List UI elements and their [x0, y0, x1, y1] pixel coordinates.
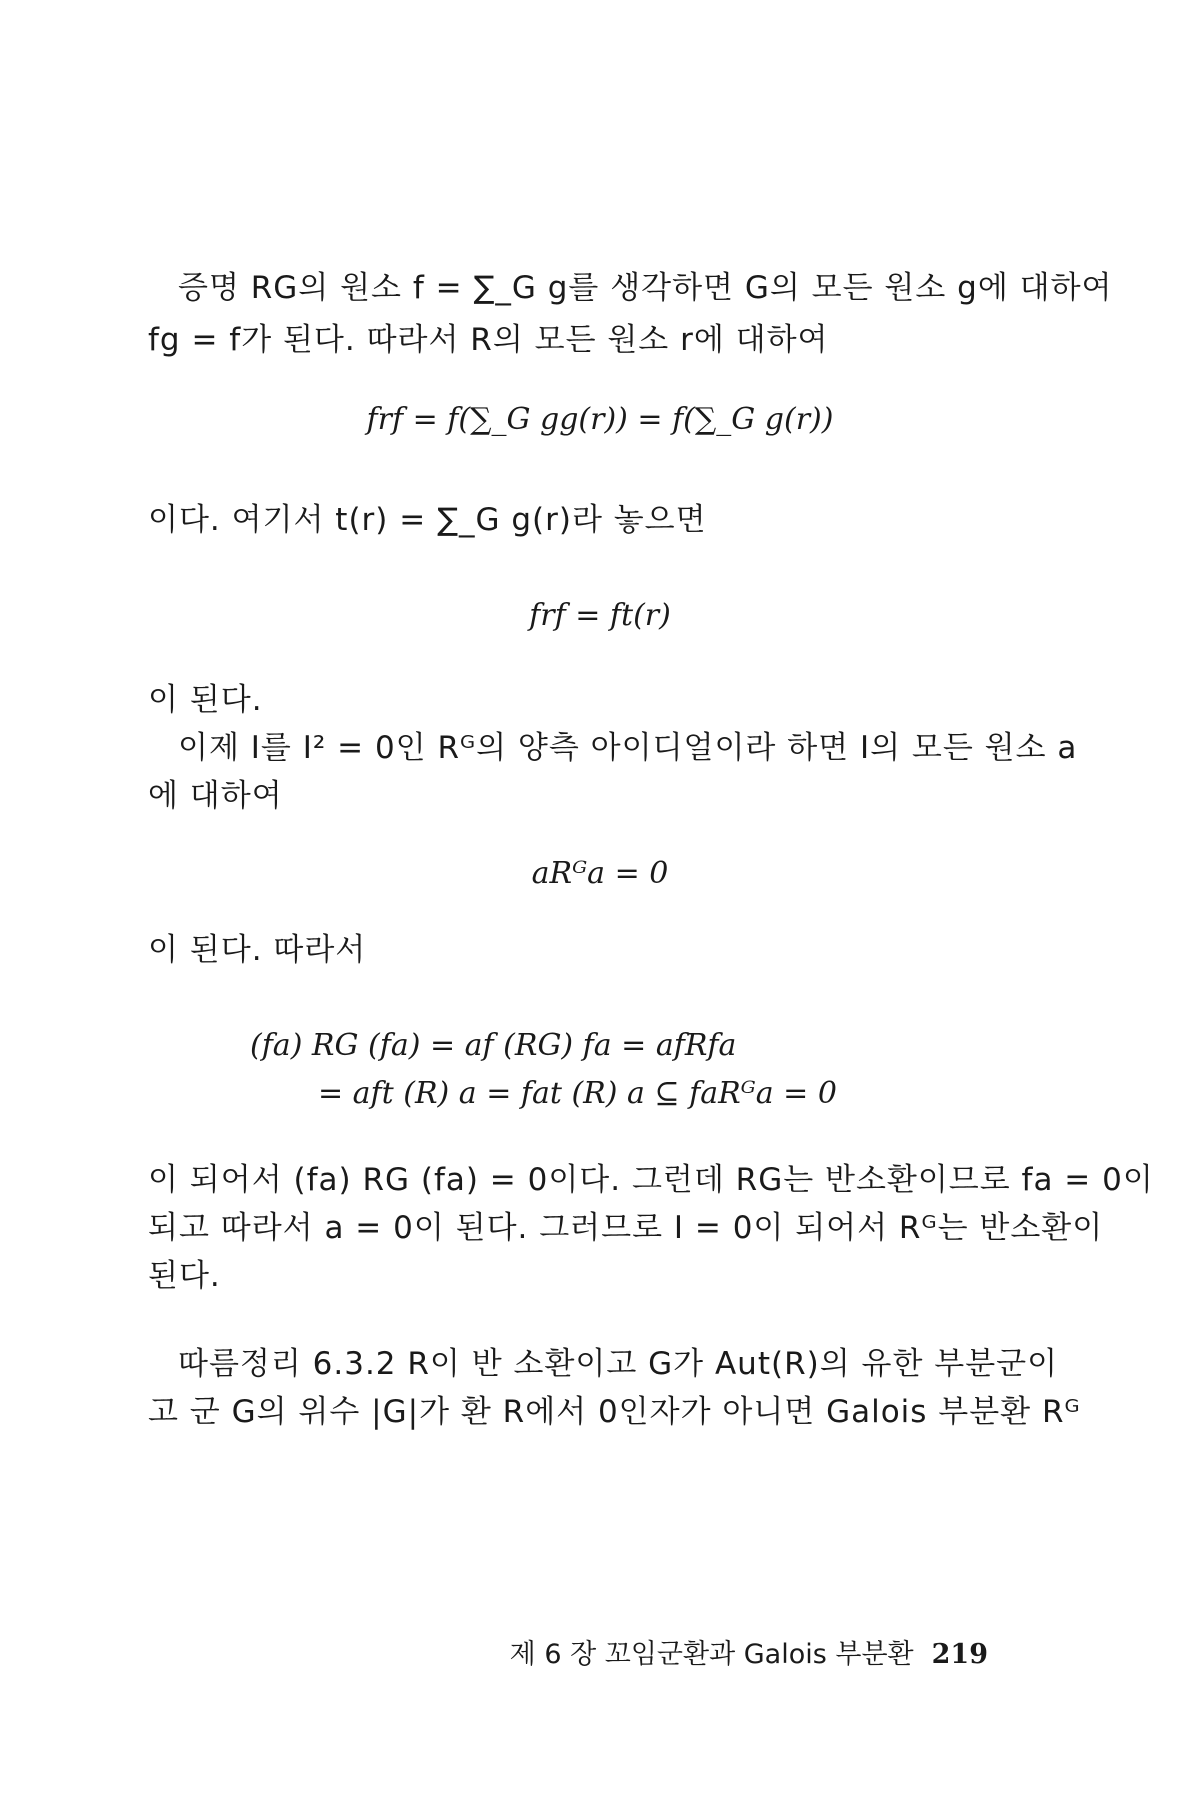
equation-aRGa: aRᴳa = 0	[531, 856, 669, 891]
proof-line-3: 이다. 여기서 t(r) = ∑_G g(r)라 놓으면	[148, 502, 707, 538]
running-footer	[510, 1638, 988, 1672]
equation-frf-expansion: frf = f(∑_G gg(r)) = f(∑_G g(r))	[366, 402, 834, 437]
proof-line-8: 이 되어서 (fa) RG (fa) = 0이다. 그런데 RG는 반소환이므로 fa = 0이	[148, 1162, 1154, 1198]
proof-line-10: 된다.	[148, 1258, 221, 1294]
proof-line-9: 되고 따라서 a = 0이 된다. 그러므로 I = 0이 되어서 Rᴳ는 반소환이	[148, 1210, 1104, 1246]
equation-fa-RG-fa-1: (fa) RG (fa) = af (RG) fa = afRfa	[250, 1028, 737, 1063]
chapter-title: 제 6 장 꼬임군환과 Galois 부분환	[509, 1639, 914, 1670]
corollary-line-1: 따름정리 6.3.2 R이 반 소환이고 G가 Aut(R)의 유한 부분군이	[178, 1346, 1059, 1382]
proof-line-2: fg = f가 된다. 따라서 R의 모든 원소 r에 대하여	[148, 322, 829, 358]
page-number: 219	[931, 1639, 988, 1670]
equation-fa-RG-fa-2: = aft (R) a = fat (R) a ⊆ faRᴳa = 0	[318, 1076, 837, 1111]
proof-line-5: 이제 I를 I² = 0인 Rᴳ의 양측 아이디얼이라 하면 I의 모든 원소 a	[178, 730, 1078, 766]
equation-frf-ft: frf = ft(r)	[529, 598, 671, 633]
corollary-line-2: 고 군 G의 위수 |G|가 환 R에서 0인자가 아니면 Galois 부분환 Rᴳ	[148, 1394, 1081, 1430]
proof-line-1: 증명 RG의 원소 f = ∑_G g를 생각하면 G의 모든 원소 g에 대하여	[178, 270, 1113, 306]
proof-line-6: 에 대하여	[148, 778, 283, 814]
proof-line-4: 이 된다.	[148, 682, 263, 718]
proof-line-7: 이 된다. 따라서	[148, 932, 367, 968]
